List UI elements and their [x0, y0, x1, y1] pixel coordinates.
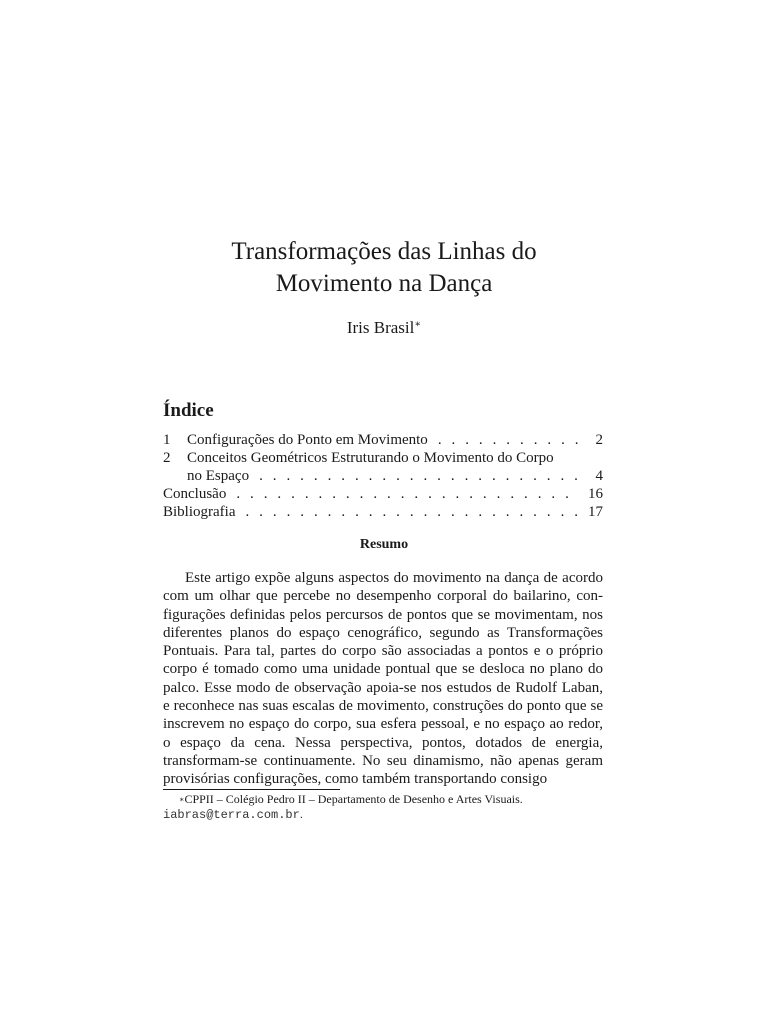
footnote-trailing: . — [299, 807, 303, 821]
author-email[interactable]: iabras@terra.com.br — [163, 808, 300, 822]
footnote-text: CPPII – Colégio Pedro II – Departamento de Desenho e Artes Visuais. — [184, 792, 523, 806]
footnote-mark: ∗ — [179, 795, 185, 804]
table-of-contents — [163, 431, 603, 521]
toc-entry-continuation[interactable] — [163, 467, 603, 485]
toc-heading: Índice — [163, 400, 214, 421]
toc-leader-dots — [438, 431, 579, 449]
toc-entry-page: 16 — [588, 486, 603, 502]
toc-entry-page: 4 — [595, 468, 603, 484]
toc-entry-number: 2 — [163, 450, 171, 466]
toc-entry-label-cont: no Espaço — [187, 468, 250, 484]
toc-leader-dots — [245, 503, 579, 521]
author-name: Iris Brasil — [346, 318, 415, 337]
author-footnote-mark: ∗ — [414, 319, 422, 330]
toc-entry-label: Bibliografia — [163, 504, 236, 520]
abstract-body: Este artigo expõe alguns aspectos do movimento na dança de acordo com um olhar que percebe no desempenho corporal do bailarino, configurações definidas pelos percursos de pontos que se movimentam, nos diferentes planos do espaço cenográfico, segundo as Transformações Pontuais. Para tal, partes do corpo são associadas a pontos e o próprio corpo é tomado como uma unidade pontual que se desloca no plano do palco. Esse modo de observação apoia-se nos estudos de Rudolf Laban, e reconhece nas suas escalas de movimento, construções do ponto que se inscrevem no espaço do corpo, sua esfera pessoal, e no espaço ao redor, o espaço da cena. Nessa perspectiva, pontos, dotados de energia, transformam-se continuamente. No seu dinamismo, não apenas geram provisórias configurações, como também transportando consigo — [163, 570, 603, 788]
toc-entry[interactable] — [163, 503, 603, 521]
toc-entry-page: 17 — [588, 504, 603, 520]
toc-entry-page: 2 — [595, 432, 603, 448]
author — [0, 318, 768, 338]
toc-entry[interactable] — [163, 449, 603, 467]
toc-entry-label: Conceitos Geométricos Estruturando o Movimento do Corpo — [187, 450, 554, 466]
toc-entry-number: 1 — [163, 432, 171, 448]
toc-entry-label: Configurações do Ponto em Movimento — [187, 432, 428, 448]
toc-entry-label: Conclusão — [163, 486, 227, 502]
title-line-2: Movimento na Dança — [275, 270, 493, 297]
toc-entry[interactable] — [163, 431, 603, 449]
title-line-1: Transformações das Linhas do — [231, 238, 537, 265]
paper-title — [0, 236, 768, 300]
footnote-rule — [163, 789, 340, 790]
footnote — [163, 792, 603, 823]
toc-leader-dots — [259, 467, 579, 485]
abstract-heading: Resumo — [359, 537, 409, 552]
toc-entry[interactable] — [163, 485, 603, 503]
toc-leader-dots — [236, 485, 579, 503]
